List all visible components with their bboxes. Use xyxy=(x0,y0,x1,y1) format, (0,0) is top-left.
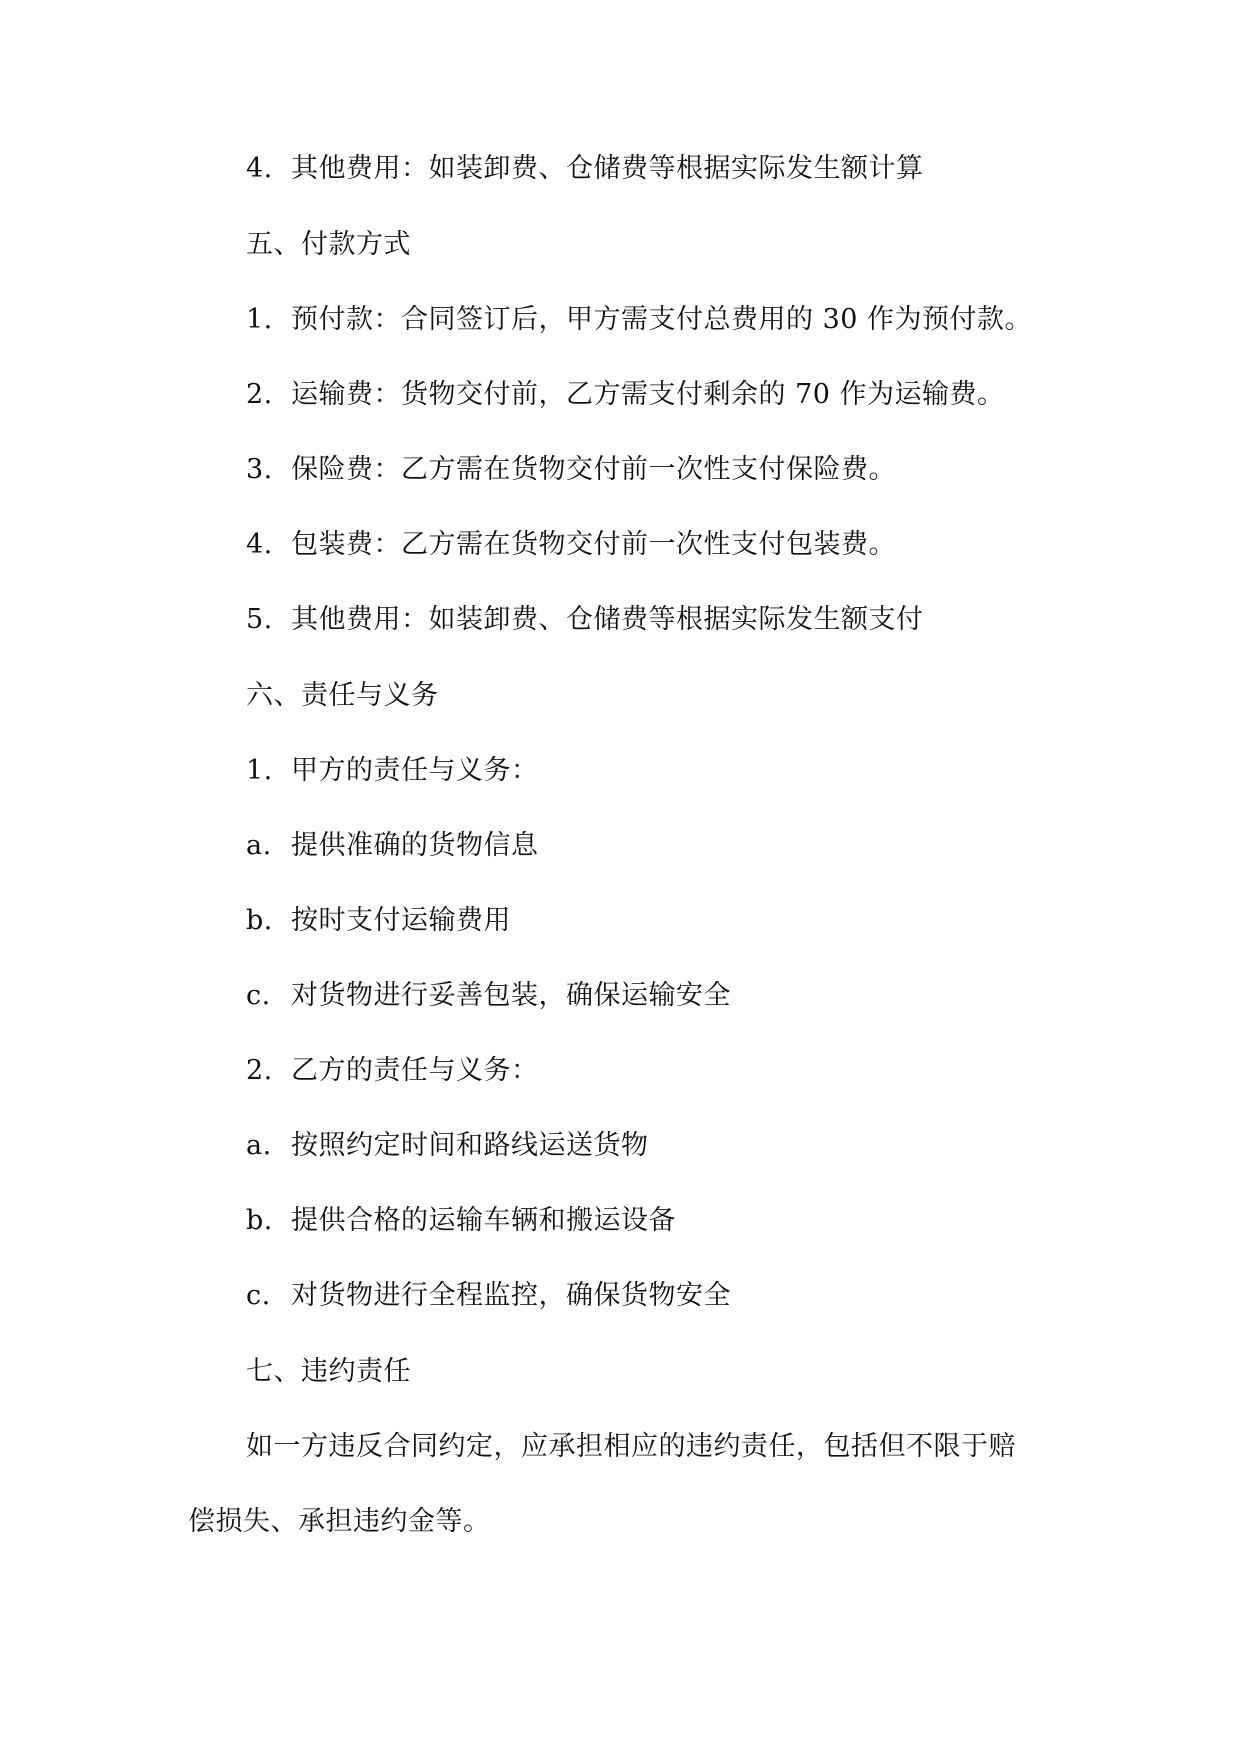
breach-paragraph-line-1: 如一方违反合同约定，应承担相应的违约责任，包括但不限于赔 xyxy=(246,1431,1016,1462)
list-text: 预付款：合同签订后，甲方需支付总费用的 30 作为预付款。 xyxy=(291,304,1033,335)
payment-item-4 xyxy=(246,528,896,562)
party-a-item-b xyxy=(246,904,511,938)
party-a-item-c xyxy=(246,979,731,1013)
party-b-item-c xyxy=(246,1279,731,1313)
list-letter: c. xyxy=(246,1280,271,1311)
list-text: 其他费用：如装卸费、仓储费等根据实际发生额计算 xyxy=(291,153,924,184)
list-text: 其他费用：如装卸费、仓储费等根据实际发生额支付 xyxy=(291,604,924,635)
fee-item-4 xyxy=(246,152,924,186)
party-b-item-a xyxy=(246,1129,649,1163)
payment-item-1 xyxy=(246,303,1032,337)
list-text: 提供准确的货物信息 xyxy=(291,830,539,861)
party-a-item-a xyxy=(246,829,539,863)
list-text: 乙方的责任与义务： xyxy=(291,1055,539,1086)
list-number: 1. xyxy=(246,304,273,335)
list-letter: a. xyxy=(246,1130,272,1161)
section-heading-breach: 七、违约责任 xyxy=(246,1356,411,1387)
list-number: 1. xyxy=(246,755,273,786)
section-heading-payment: 五、付款方式 xyxy=(246,229,411,260)
list-text: 包装费：乙方需在货物交付前一次性支付包装费。 xyxy=(291,529,896,560)
list-number: 4. xyxy=(246,153,273,184)
list-text: 对货物进行妥善包装，确保运输安全 xyxy=(291,980,731,1011)
breach-paragraph-line-2: 偿损失、承担违约金等。 xyxy=(188,1506,491,1537)
list-letter: a. xyxy=(246,830,272,861)
payment-item-3 xyxy=(246,453,896,487)
list-number: 2. xyxy=(246,379,273,410)
list-letter: c. xyxy=(246,980,271,1011)
list-text: 运输费：货物交付前，乙方需支付剩余的 70 作为运输费。 xyxy=(291,379,1005,410)
party-a-heading xyxy=(246,754,539,788)
section-heading-responsibilities: 六、责任与义务 xyxy=(246,680,439,711)
list-text: 按照约定时间和路线运送货物 xyxy=(291,1130,649,1161)
list-text: 保险费：乙方需在货物交付前一次性支付保险费。 xyxy=(291,454,896,485)
payment-item-5 xyxy=(246,603,924,637)
list-letter: b. xyxy=(246,1205,273,1236)
list-number: 5. xyxy=(246,604,273,635)
list-number: 2. xyxy=(246,1055,273,1086)
list-number: 3. xyxy=(246,454,273,485)
list-text: 提供合格的运输车辆和搬运设备 xyxy=(291,1205,676,1236)
list-number: 4. xyxy=(246,529,273,560)
list-letter: b. xyxy=(246,905,273,936)
party-b-heading xyxy=(246,1054,539,1088)
list-text: 甲方的责任与义务： xyxy=(291,755,539,786)
payment-item-2 xyxy=(246,378,1005,412)
list-text: 对货物进行全程监控，确保货物安全 xyxy=(291,1280,731,1311)
party-b-item-b xyxy=(246,1204,676,1238)
list-text: 按时支付运输费用 xyxy=(291,905,511,936)
